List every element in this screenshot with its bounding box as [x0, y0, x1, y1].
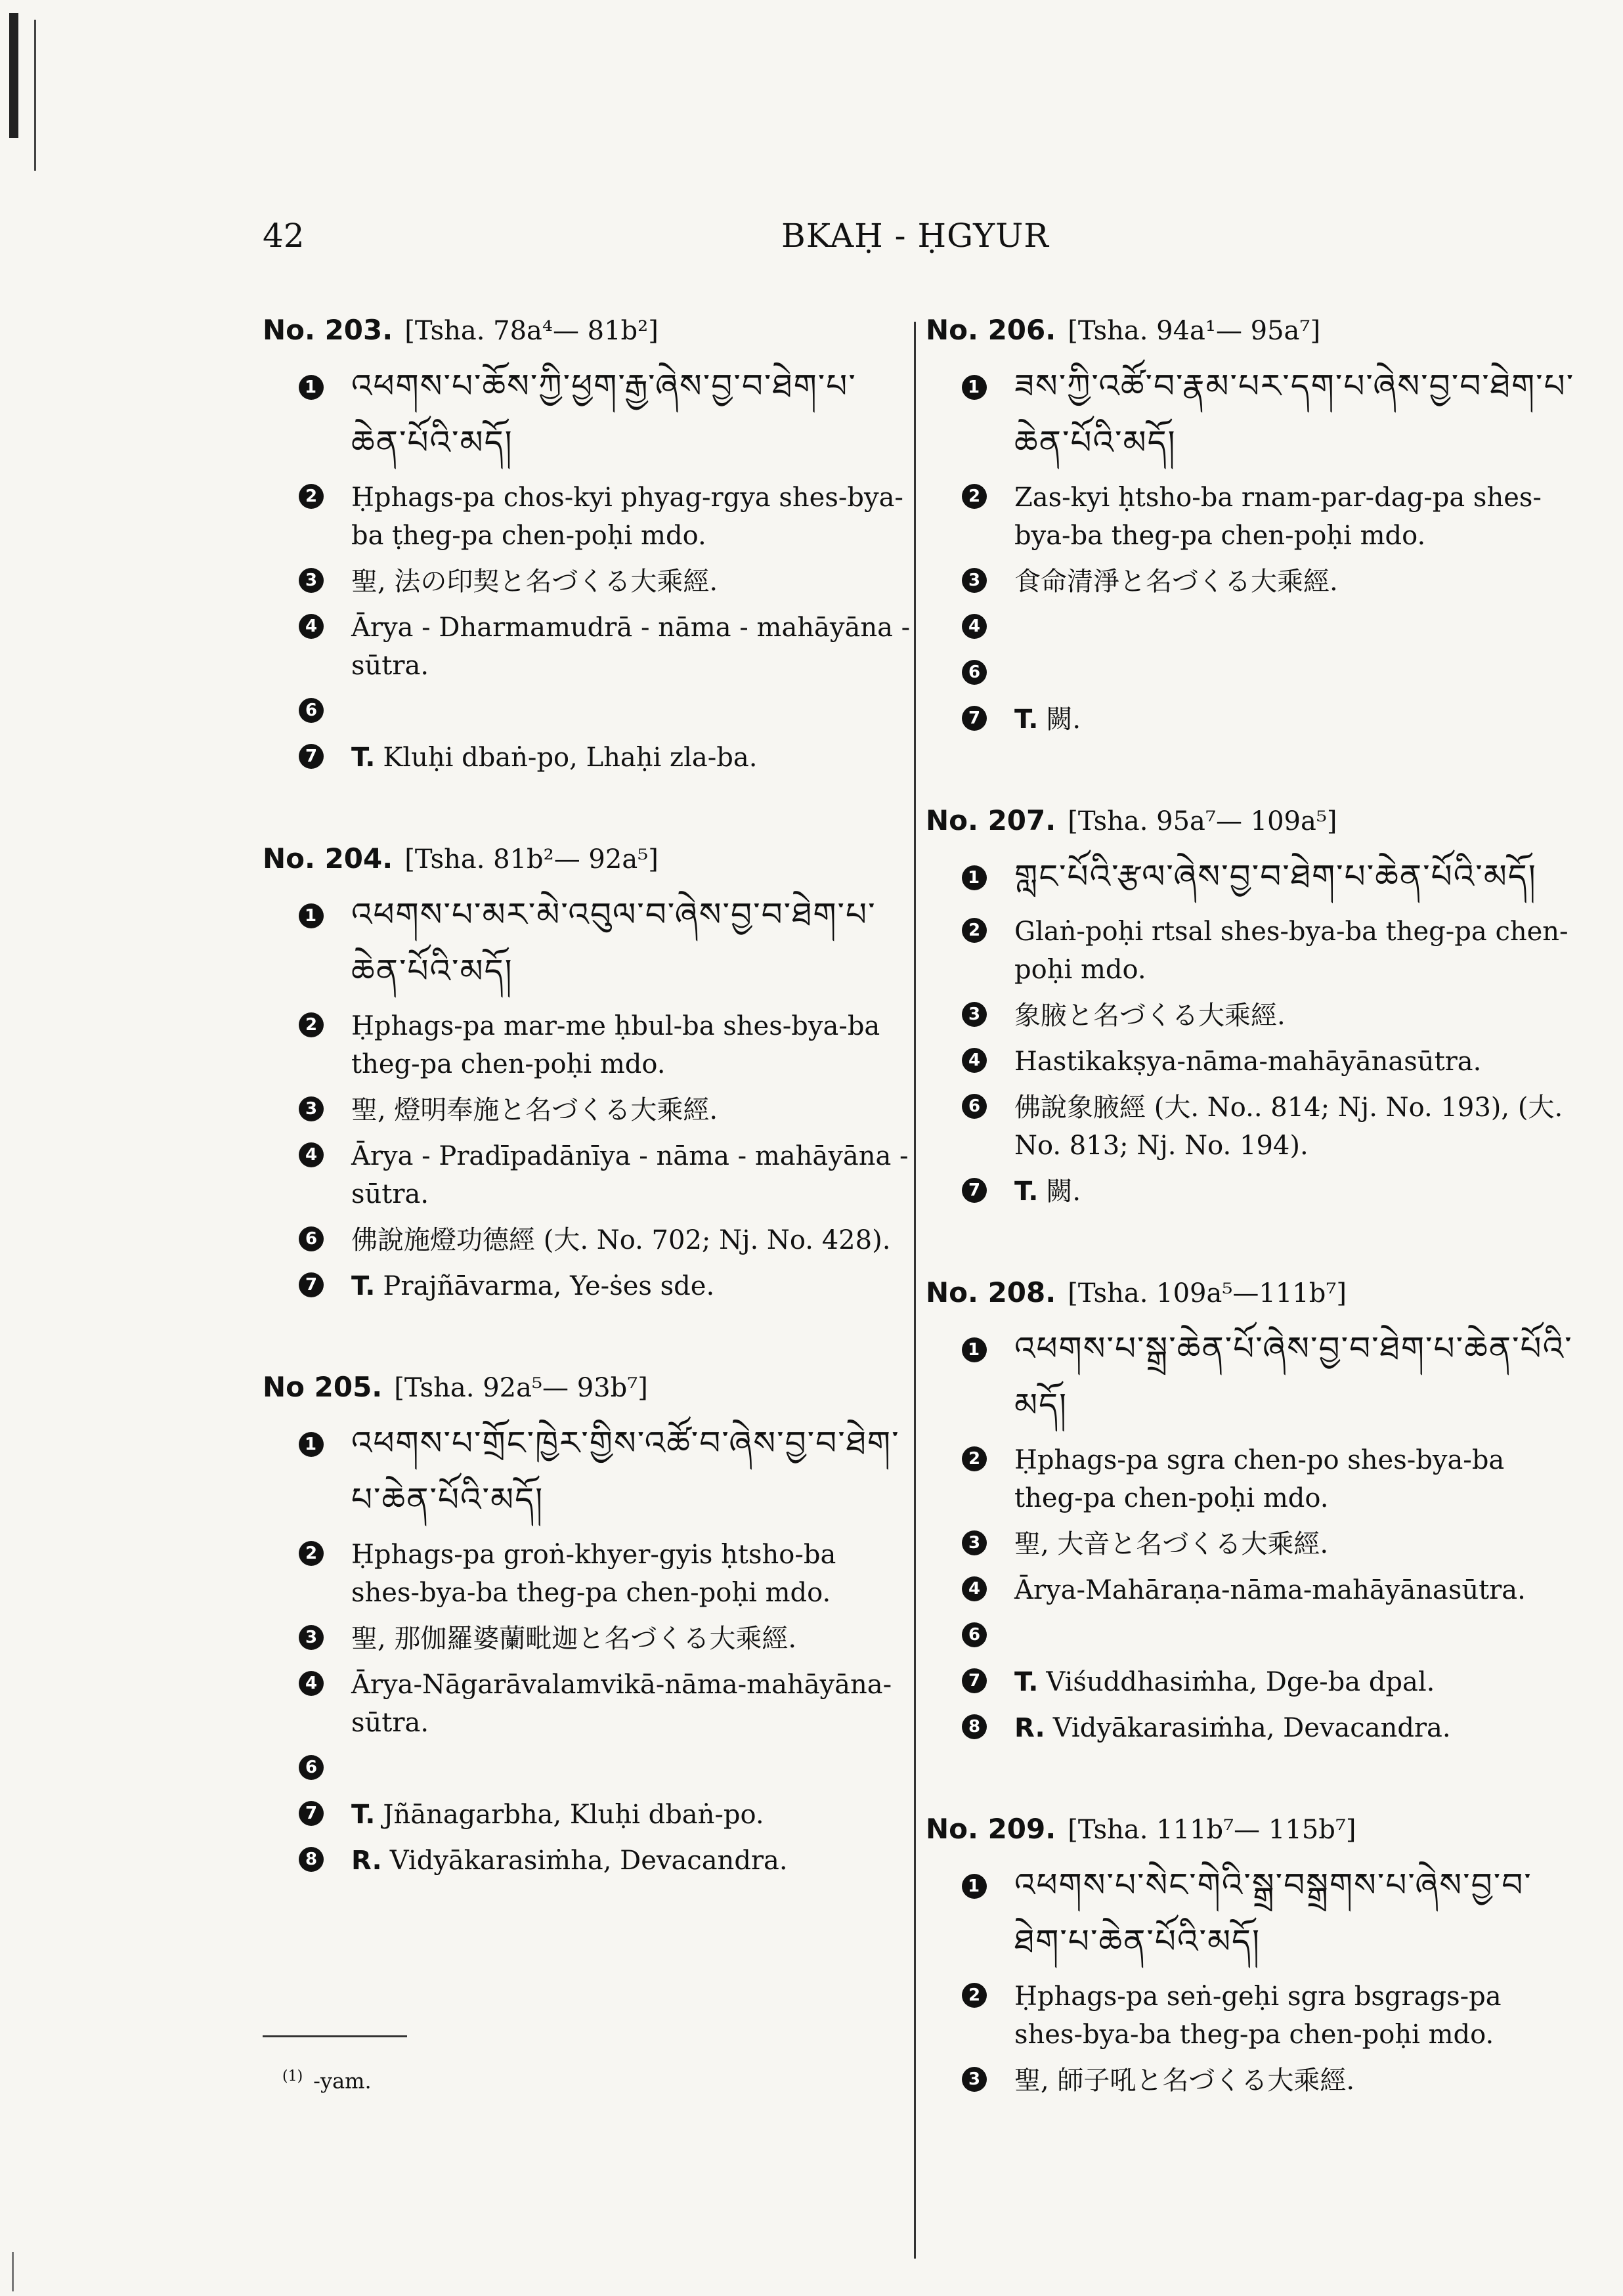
entry-folio-ref: [Tsha. 109a⁵—111b⁷] — [1068, 1278, 1347, 1309]
catalog-entry — [263, 842, 913, 1305]
entry-folio-ref: [Tsha. 94a¹— 95a⁷] — [1068, 316, 1321, 346]
scan-edge-mark — [9, 13, 18, 138]
entry-line — [926, 1709, 1576, 1747]
entry-text: 聖, 那伽羅婆蘭毗迦と名づくる大乘經. — [351, 1624, 797, 1654]
entry-line — [263, 358, 913, 471]
entry-line — [263, 609, 913, 685]
entry-text: 聖, 燈明奉施と名づくる大乘經. — [351, 1095, 718, 1125]
entry-text: Ārya - Pradīpadānīya - nāma - mahāyāna - sūtra. — [351, 1141, 909, 1209]
entry-line — [263, 1536, 913, 1612]
circled-number-marker: 3 — [299, 1625, 324, 1650]
catalog-entry — [263, 314, 913, 777]
entry-line — [263, 1267, 913, 1305]
entry-text: 闕. — [1046, 1177, 1081, 1207]
catalog-entry — [926, 1813, 1576, 2100]
entry-line — [926, 1571, 1576, 1609]
scan-edge-line — [34, 20, 36, 171]
catalog-entry — [926, 804, 1576, 1211]
circled-number-marker: 4 — [299, 614, 324, 639]
circled-number-marker: 3 — [299, 1096, 324, 1121]
entry-text: 食命清淨と名づくる大乘經. — [1014, 567, 1338, 597]
scan-edge-line-bottom — [12, 2252, 14, 2291]
entry-line — [263, 479, 913, 555]
entry-line — [263, 1221, 913, 1259]
circled-number-marker: 1 — [962, 1337, 987, 1362]
circled-number-marker: 7 — [299, 744, 324, 769]
entry-line — [263, 693, 913, 731]
circled-number-marker: 4 — [299, 1671, 324, 1696]
entry-text: 象腋と名づくる大乘經. — [1014, 1001, 1286, 1031]
entry-line — [263, 1091, 913, 1129]
page-header — [263, 217, 1510, 269]
circled-number-marker: 4 — [962, 1576, 987, 1601]
entry-line — [926, 479, 1576, 555]
circled-number-marker: 1 — [299, 1432, 324, 1457]
catalog-entry — [926, 1276, 1576, 1747]
circled-number-marker: 7 — [962, 1668, 987, 1693]
translator-tag: T. — [351, 1271, 376, 1301]
entry-text: 闕. — [1046, 704, 1081, 735]
entry-text: Ḥphags-pa mar-me ḥbul-ba shes-bya-ba theg-pa chen-poḥi mdo. — [351, 1011, 880, 1079]
circled-number-marker: 2 — [962, 1983, 987, 2008]
translator-tag: R. — [351, 1846, 382, 1876]
entry-line — [263, 1796, 913, 1834]
circled-number-marker: 2 — [962, 1446, 987, 1471]
circled-number-marker: 6 — [962, 1094, 987, 1119]
entry-text: Ārya-Nāgarāvalamvikā-nāma-mahāyāna-sūtra. — [351, 1670, 892, 1738]
entry-line — [263, 1666, 913, 1742]
entry-line — [926, 848, 1576, 905]
translator-tag: T. — [1014, 1667, 1039, 1697]
entry-line — [926, 1173, 1576, 1211]
entry-number: No 205. — [263, 1371, 383, 1403]
entry-line — [926, 1857, 1576, 1970]
circled-number-marker: 7 — [299, 1801, 324, 1826]
entry-number: No. 203. — [263, 314, 393, 346]
entry-line — [263, 1137, 913, 1213]
entry-line — [263, 739, 913, 777]
entry-text: 聖, 法の印契と名づくる大乘經. — [351, 567, 718, 597]
entry-line — [263, 1620, 913, 1658]
entry-heading — [926, 314, 1576, 346]
entry-line — [926, 1089, 1576, 1165]
circled-number-marker: 6 — [299, 698, 324, 723]
entry-text: Ḥphags-pa sgra chen-po shes-bya-ba theg-pa chen-poḥi mdo. — [1014, 1445, 1505, 1513]
circled-number-marker: 2 — [962, 918, 987, 943]
entry-line — [926, 1320, 1576, 1433]
circled-number-marker: 3 — [962, 568, 987, 593]
page-number: 42 — [263, 217, 305, 255]
entry-text: Prajñāvarma, Ye-ṡes sde. — [383, 1271, 715, 1301]
circled-number-marker: 1 — [962, 375, 987, 400]
translator-tag: T. — [351, 1800, 376, 1830]
circled-number-marker: 8 — [299, 1847, 324, 1872]
entry-line — [926, 563, 1576, 601]
circled-number-marker: 7 — [962, 1178, 987, 1203]
entry-line — [926, 655, 1576, 693]
circled-number-marker: 1 — [962, 1874, 987, 1899]
entry-folio-ref: [Tsha. 92a⁵— 93b⁷] — [394, 1373, 648, 1403]
entry-folio-ref: [Tsha. 95a⁷— 109a⁵] — [1068, 806, 1337, 836]
entry-text: Vidyākarasiṁha, Devacandra. — [1052, 1713, 1451, 1743]
translator-tag: R. — [1014, 1713, 1045, 1743]
circled-number-marker: 8 — [962, 1714, 987, 1739]
entry-text: Ḥphags-pa chos-kyi phyag-rgya shes-bya-ba ṭheg-pa chen-poḥi mdo. — [351, 483, 903, 551]
entry-line — [926, 1441, 1576, 1517]
tibetan-title: འཕགས་པ་སེང་གེའི་སྒྲ་བསྒྲགས་པ་ཞེས་བྱ་བ་ཐེག་པ་ཆེན་པོའི་མདོ། — [1014, 1866, 1532, 1960]
entry-line — [926, 1525, 1576, 1563]
circled-number-marker: 2 — [962, 484, 987, 509]
entry-text: Ārya-Mahāraṇa-nāma-mahāyānasūtra. — [1014, 1575, 1526, 1605]
footnote — [282, 2068, 372, 2094]
circled-number-marker: 2 — [299, 484, 324, 509]
entry-text: Ārya - Dharmamudrā - nāma - mahāyāna - sūtra. — [351, 613, 911, 681]
circled-number-marker: 6 — [962, 660, 987, 685]
left-column — [263, 314, 913, 1945]
circled-number-marker: 7 — [962, 706, 987, 731]
entry-number: No. 207. — [926, 804, 1056, 836]
entry-text: Vidyākarasiṁha, Devacandra. — [389, 1846, 788, 1876]
entry-heading — [926, 1276, 1576, 1309]
entry-folio-ref: [Tsha. 78a⁴— 81b²] — [404, 316, 659, 346]
page-title: BKAḤ - ḤGYUR — [781, 217, 1049, 255]
circled-number-marker: 3 — [962, 1002, 987, 1027]
circled-number-marker: 1 — [299, 903, 324, 928]
entry-text: 聖, 師子吼と名づくる大乘經. — [1014, 2066, 1355, 2096]
entry-text: Viśuddhasiṁha, Dge-ba dpal. — [1046, 1667, 1435, 1697]
entry-heading — [263, 1371, 913, 1403]
circled-number-marker: 6 — [299, 1226, 324, 1251]
column-divider — [914, 322, 916, 2259]
translator-tag: T. — [351, 743, 376, 773]
tibetan-title: ཟས་ཀྱི་འཚོ་བ་རྣམ་པར་དག་པ་ཞེས་བྱ་བ་ཐེག་པ་ཆེན་པོའི་མདོ། — [1014, 367, 1575, 462]
footnote-text: -yam. — [313, 2068, 372, 2094]
circled-number-marker: 6 — [299, 1755, 324, 1780]
circled-number-marker: 1 — [962, 865, 987, 890]
circled-number-marker: 6 — [962, 1622, 987, 1647]
footnote-rule — [263, 2035, 407, 2037]
entry-number: No. 208. — [926, 1276, 1056, 1309]
entry-number: No. 204. — [263, 842, 393, 875]
footnote-mark: (1) — [282, 2068, 303, 2085]
tibetan-title: འཕགས་པ་མར་མེ་འབུལ་བ་ཞེས་བྱ་བ་ཐེག་པ་ཆེན་པོའི་མདོ། — [351, 896, 876, 990]
entry-number: No. 206. — [926, 314, 1056, 346]
entry-line — [926, 701, 1576, 739]
entry-text: Hastikakṣya-nāma-mahāyānasūtra. — [1014, 1047, 1482, 1077]
catalog-entry — [926, 314, 1576, 739]
entry-heading — [263, 842, 913, 875]
entry-text: Glaṅ-poḥi rtsal shes-bya-ba theg-pa chen-poḥi mdo. — [1014, 917, 1569, 985]
entry-line — [263, 1750, 913, 1788]
translator-tag: T. — [1014, 704, 1039, 735]
entry-text: Kluḥi dbaṅ-po, Lhaḥi zla-ba. — [383, 743, 758, 773]
circled-number-marker: 3 — [962, 1530, 987, 1555]
entry-folio-ref: [Tsha. 81b²— 92a⁵] — [404, 844, 659, 875]
circled-number-marker: 4 — [962, 1048, 987, 1073]
entry-line — [926, 358, 1576, 471]
entry-heading — [926, 804, 1576, 836]
entry-line — [926, 997, 1576, 1035]
entry-text: 聖, 大音と名づくる大乘經. — [1014, 1529, 1329, 1559]
entry-heading — [926, 1813, 1576, 1845]
entry-line — [926, 913, 1576, 989]
entry-text: Jñānagarbha, Kluḥi dbaṅ-po. — [383, 1800, 764, 1830]
entry-line — [263, 1415, 913, 1528]
entry-text: 佛說象腋經 (大. No.. 814; Nj. No. 193), (大. No. 813; Nj. No. 194). — [1014, 1093, 1563, 1161]
circled-number-marker: 2 — [299, 1541, 324, 1566]
catalog-entry — [263, 1371, 913, 1880]
entry-line — [926, 1043, 1576, 1081]
entry-text: Ḥphags-pa seṅ-geḥi sgra bsgrags-pa shes-bya-ba theg-pa chen-poḥi mdo. — [1014, 1982, 1502, 2050]
circled-number-marker: 4 — [962, 614, 987, 639]
entry-line — [926, 1663, 1576, 1701]
entry-line — [263, 1007, 913, 1083]
entry-heading — [263, 314, 913, 346]
circled-number-marker: 3 — [962, 2067, 987, 2092]
circled-number-marker: 2 — [299, 1012, 324, 1037]
entry-text: Ḥphags-pa groṅ-khyer-gyis ḥtsho-ba shes-bya-ba theg-pa chen-poḥi mdo. — [351, 1540, 836, 1608]
entry-line — [263, 563, 913, 601]
tibetan-title: འཕགས་པ་ཆོས་ཀྱི་ཕྱག་རྒྱ་ཞེས་བྱ་བ་ཐེག་པ་ཆེན་པོའི་མདོ། — [351, 367, 857, 462]
circled-number-marker: 3 — [299, 568, 324, 593]
circled-number-marker: 4 — [299, 1142, 324, 1167]
entry-line — [263, 886, 913, 999]
entry-text: 佛說施燈功德經 (大. No. 702; Nj. No. 428). — [351, 1225, 891, 1255]
entry-number: No. 209. — [926, 1813, 1056, 1845]
translator-tag: T. — [1014, 1177, 1039, 1207]
entry-folio-ref: [Tsha. 111b⁷— 115b⁷] — [1068, 1815, 1356, 1845]
entry-line — [926, 2062, 1576, 2100]
circled-number-marker: 1 — [299, 375, 324, 400]
right-column — [926, 314, 1576, 2165]
entry-line — [926, 1617, 1576, 1655]
circled-number-marker: 7 — [299, 1272, 324, 1297]
entry-text: Zas-kyi ḥtsho-ba rnam-par-dag-pa shes-bya-ba theg-pa chen-poḥi mdo. — [1014, 483, 1542, 551]
tibetan-title: གླང་པོའི་རྩལ་ཞེས་བྱ་བ་ཐེག་པ་ཆེན་པོའི་མདོ། — [1014, 857, 1537, 896]
entry-line — [263, 1842, 913, 1880]
entry-line — [926, 609, 1576, 647]
tibetan-title: འཕགས་པ་གྲོང་ཁྱེར་གྱིས་འཚོ་བ་ཞེས་བྱ་བ་ཐེག་པ་ཆེན་པོའི་མདོ། — [351, 1424, 900, 1519]
tibetan-title: འཕགས་པ་སྒྲ་ཆེན་པོ་ཞེས་བྱ་བ་ཐེག་པ་ཆེན་པོའི་མདོ། — [1014, 1330, 1573, 1424]
entry-line — [926, 1978, 1576, 2054]
